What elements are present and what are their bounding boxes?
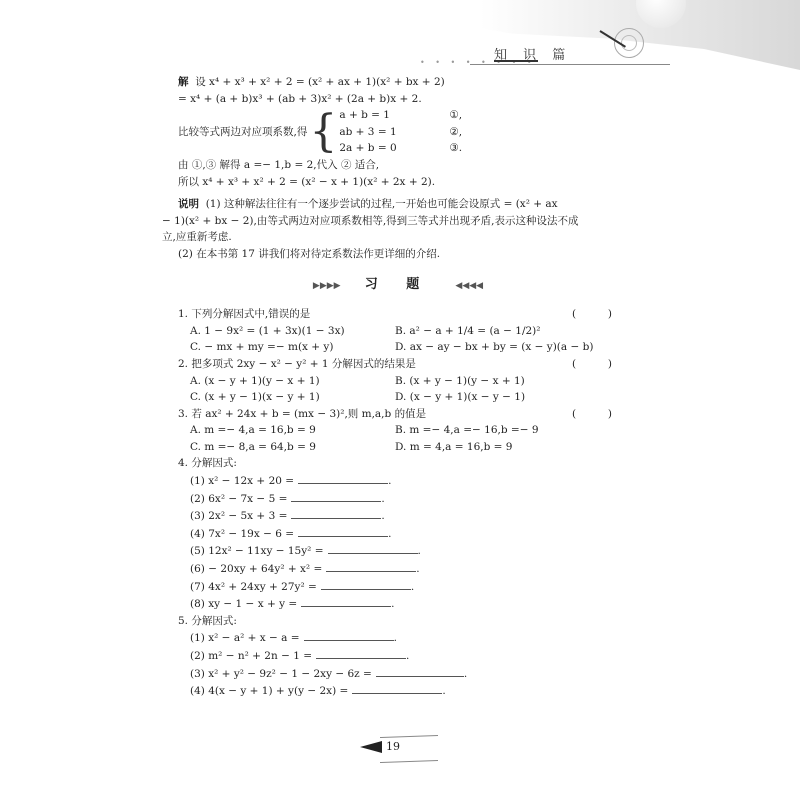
solution-line-3: 由 ①,③ 解得 a =− 1,b = 2,代入 ② 适合,: [178, 158, 380, 171]
compare-text: 比较等式两边对应项系数,得: [178, 125, 308, 138]
option-c: C. − mx + my =− m(x + y): [190, 341, 334, 354]
q4-item: (8) xy − 1 − x + y = .: [178, 595, 618, 613]
option-b: B. m =− 4,a =− 16,b =− 9: [395, 424, 539, 437]
question-3-options: [178, 422, 618, 455]
option-d: D. ax − ay − bx + by = (x − y)(a − b): [395, 341, 594, 354]
answer-blank[interactable]: ( ): [572, 308, 612, 321]
equation-row: a + b = 1 ①,: [339, 109, 463, 122]
q4-item: (2) 6x² − 7x − 5 = .: [178, 490, 618, 508]
q4-item: (3) 2x² − 5x + 3 = .: [178, 507, 618, 525]
question-2: 2. 把多项式 2xy − x² − y² + 1 分解因式的结果是 ( ): [178, 356, 618, 373]
q4-item: (5) 12x² − 11xy − 15y² = .: [178, 542, 618, 560]
option-d: D. (x − y + 1)(x − y − 1): [395, 391, 526, 404]
solution-line-1: 解 设 x⁴ + x³ + x² + 2 = (x² + ax + 1)(x² + bx + 2): [178, 76, 445, 88]
option-a: A. 1 − 9x² = (1 + 3x)(1 − 3x): [190, 324, 345, 337]
equations: [339, 107, 462, 157]
q4-item: (7) 4x² + 24xy + 27y² = .: [178, 578, 618, 596]
exercises-heading: [178, 277, 618, 295]
question-1-options: [178, 323, 618, 356]
equation-row: ab + 3 = 1 ②,: [339, 125, 463, 138]
q5-item: (1) x² − a² + x − a = .: [178, 629, 618, 647]
solution-line-4: 所以 x⁴ + x³ + x² + 2 = (x² − x + 1)(x² + 2x + 2).: [178, 175, 436, 188]
page-number: 19: [386, 740, 400, 753]
equation-row: 2a + b = 0 ③.: [339, 142, 463, 155]
answer-blank[interactable]: [291, 490, 381, 502]
answer-blank[interactable]: [298, 525, 388, 537]
brace-icon: {: [309, 106, 338, 158]
header-dots: • • • • • • • •: [420, 58, 536, 67]
answer-blank[interactable]: ( ): [572, 407, 612, 420]
option-b: B. (x + y − 1)(y − x + 1): [395, 374, 525, 387]
header-rule: [470, 64, 670, 65]
question-2-options: [178, 373, 618, 406]
answer-blank[interactable]: [301, 595, 391, 607]
answer-blank[interactable]: [321, 578, 411, 590]
q4-item: (1) x² − 12x + 20 = .: [178, 472, 618, 490]
answer-blank[interactable]: [298, 472, 388, 484]
option-d: D. m = 4,a = 16,b = 9: [395, 440, 513, 453]
section-title: 知 识 篇: [494, 48, 572, 63]
option-a: A. m =− 4,a = 16,b = 9: [190, 424, 316, 437]
equation-system: [178, 107, 618, 157]
horn-icon: [360, 741, 382, 753]
q5-item: (3) x² + y² − 9z² − 1 − 2xy − 6z = .: [178, 665, 618, 683]
question-3: 3. 若 ax² + 24x + b = (mx − 3)²,则 m,a,b 的值是 ( ): [178, 406, 618, 423]
option-b: B. a² − a + 1/4 = (a − 1/2)²: [395, 324, 541, 337]
section-underline: [494, 60, 538, 62]
note-p2: (2) 在本书第 17 讲我们将对待定系数法作更详细的介绍.: [178, 247, 441, 260]
note-line-1: 说明 (1) 这种解法往往有一个逐步尝试的过程,一开始也可能会设原式 = (x² + ax: [178, 198, 558, 211]
answer-blank[interactable]: ( ): [572, 357, 612, 370]
q5-item: (2) m² − n² + 2n − 1 = .: [178, 647, 618, 665]
exercises-title: 习 题: [364, 276, 432, 292]
answer-blank[interactable]: [291, 507, 381, 519]
note-line-2: − 1)(x² + bx − 2),由等式两边对应项系数相等,得到三等式并出现矛盾,表示这种设法不成: [162, 214, 579, 227]
question-5: 5. 分解因式:: [178, 614, 237, 627]
page-footer: [360, 740, 400, 753]
q4-item: (4) 7x² − 19x − 6 = .: [178, 525, 618, 543]
answer-blank[interactable]: [316, 647, 406, 659]
triangle-left-icons: ◀◀◀◀: [455, 280, 484, 291]
note-label: 说明: [178, 198, 199, 211]
question-1: 1. 下列分解因式中,错误的是 ( ): [178, 306, 618, 323]
option-c: C. (x + y − 1)(x − y + 1): [190, 391, 320, 404]
note-line-3: 立,应重新考虑.: [162, 231, 232, 244]
solution-line-2: = x⁴ + (a + b)x³ + (ab + 3)x² + (2a + b)x + 2.: [178, 92, 422, 105]
page-content: [162, 74, 618, 700]
question-4: 4. 分解因式:: [178, 457, 237, 470]
solution-label: 解: [178, 76, 189, 88]
answer-blank[interactable]: [328, 542, 418, 554]
triangle-right-icons: ▶▶▶▶: [312, 280, 341, 291]
q5-item: (4) 4(x − y + 1) + y(y − 2x) = .: [178, 682, 618, 700]
option-c: C. m =− 8,a = 64,b = 9: [190, 440, 316, 453]
answer-blank[interactable]: [304, 629, 394, 641]
answer-blank[interactable]: [326, 560, 416, 572]
q4-item: (6) − 20xy + 64y² + x² = .: [178, 560, 618, 578]
answer-blank[interactable]: [376, 665, 464, 677]
option-a: A. (x − y + 1)(y − x + 1): [190, 374, 320, 387]
answer-blank[interactable]: [352, 682, 442, 694]
